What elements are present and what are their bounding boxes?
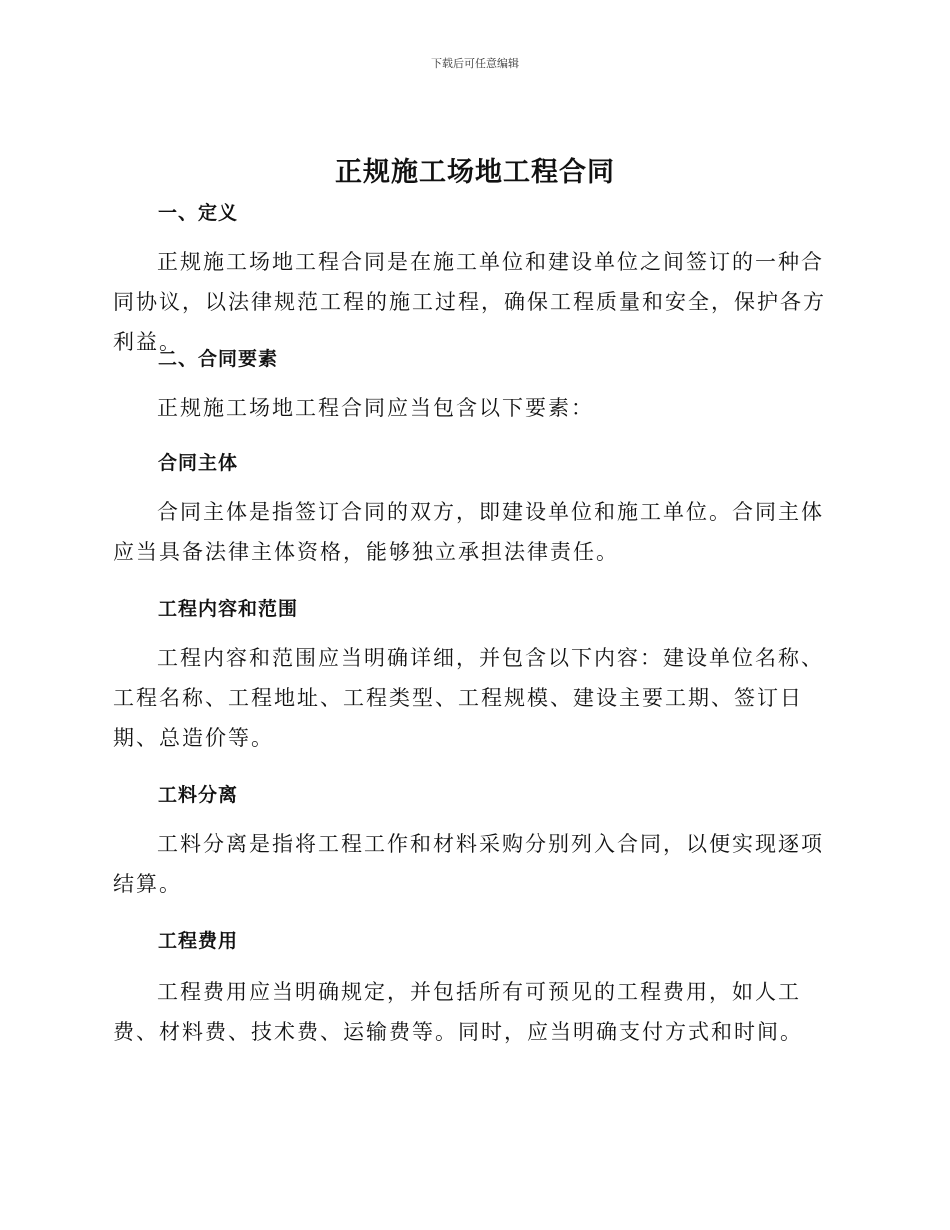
section-heading-definition: 一、定义 bbox=[158, 202, 239, 224]
paragraph-contract-parties: 合同主体是指签订合同的双方，即建设单位和施工单位。合同主体应当具备法律主体资格，能够独立承担法律责任。 bbox=[113, 500, 824, 564]
subheading-scope: 工程内容和范围 bbox=[158, 598, 299, 620]
paragraph-scope: 工程内容和范围应当明确详细，并包含以下内容：建设单位名称、工程名称、工程地址、工程类型、工程规模、建设主要工期、签订日期、总造价等。 bbox=[113, 646, 824, 750]
document-title: 正规施工场地工程合同 bbox=[335, 157, 615, 188]
section-heading-contract-elements: 二、合同要素 bbox=[158, 348, 279, 370]
paragraph-costs: 工程费用应当明确规定，并包括所有可预见的工程费用，如人工费、材料费、技术费、运输费等。同时，应当明确支付方式和时间。 bbox=[113, 980, 803, 1044]
page-header-note: 下载后可任意编辑 bbox=[431, 57, 519, 70]
paragraph-elements-intro: 正规施工场地工程合同应当包含以下要素： bbox=[157, 396, 594, 420]
paragraph-labor-material-separation: 工料分离是指将工程工作和材料采购分别列入合同，以便实现逐项结算。 bbox=[113, 832, 824, 896]
paragraph-definition: 正规施工场地工程合同是在施工单位和建设单位之间签订的一种合同协议，以法律规范工程的施工过程，确保工程质量和安全，保护各方利益。 bbox=[113, 250, 826, 354]
subheading-costs: 工程费用 bbox=[158, 930, 239, 952]
subheading-contract-parties: 合同主体 bbox=[158, 452, 239, 474]
subheading-labor-material-separation: 工料分离 bbox=[158, 784, 239, 806]
